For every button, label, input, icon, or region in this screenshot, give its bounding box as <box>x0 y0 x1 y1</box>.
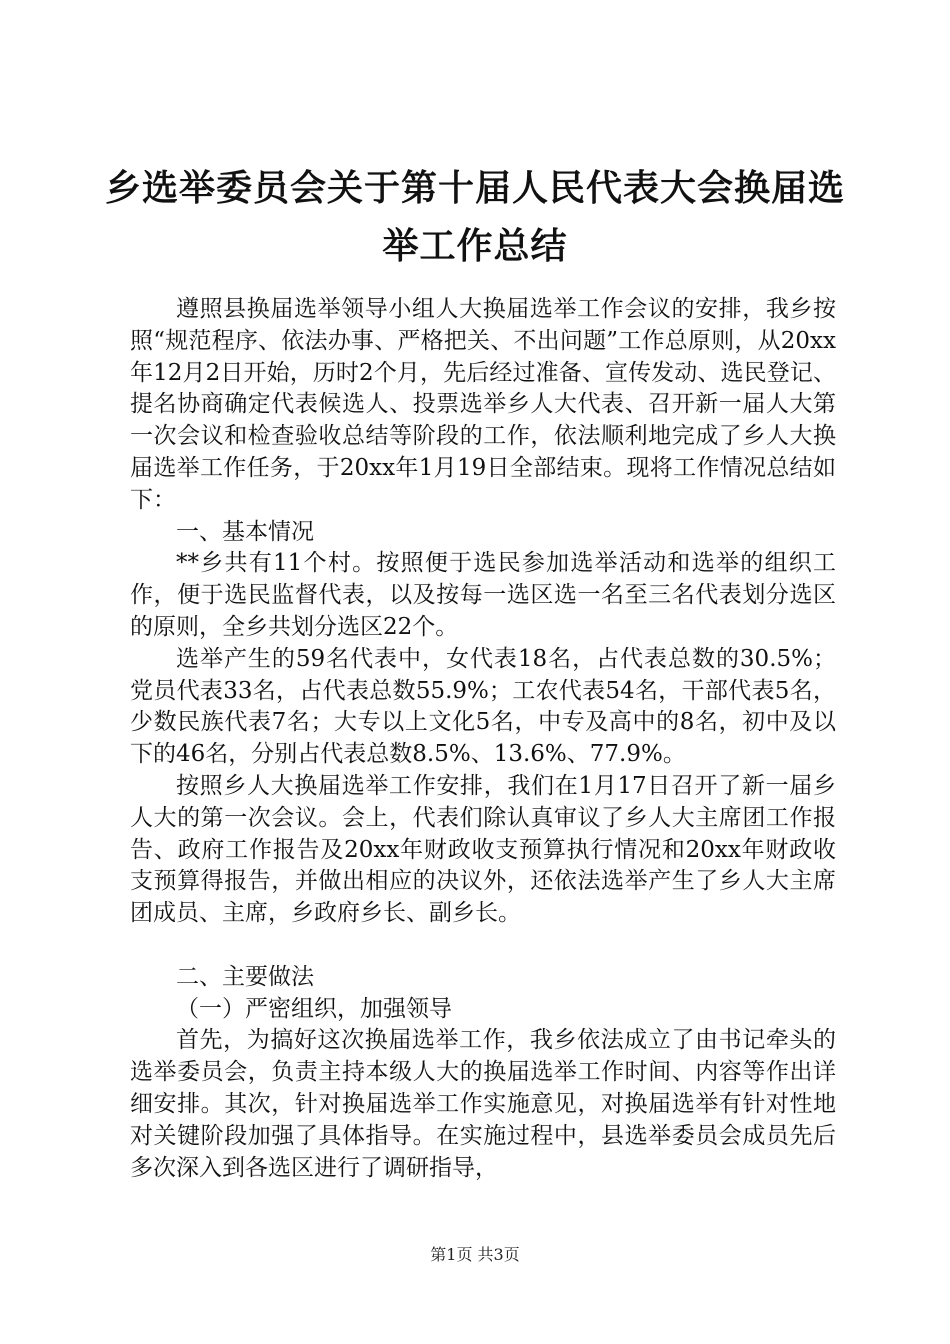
body-paragraph-organization: 首先，为搞好这次换届选举工作，我乡依法成立了由书记牵头的选举委员会，负责主持本级人大的换届选举工作时间、内容等作出详细安排。其次，针对换届选举工作实施意见，对换届选举有针对性地对关键阶段加强了具体指导。在实施过程中，县选举委员会成员先后多次深入到各选区进行了调研指导， <box>130 1027 836 1181</box>
document-title-line-1: 乡选举委员会关于第十届人民代表大会换届选 <box>104 167 845 209</box>
document-title-line-2: 举工作总结 <box>382 225 568 267</box>
document-body <box>130 294 836 1184</box>
section-heading-main-practices: 二、主要做法 <box>176 963 314 990</box>
subsection-heading-organization: （一）严密组织，加强领导 <box>176 995 452 1022</box>
body-paragraph-first-meeting: 按照乡人大换届选举工作安排，我们在1月17日召开了新一届乡人大的第一次会议。会上，代表们除认真审议了乡人大主席团工作报告、政府工作报告及20xx年财政收支预算执行情况和20xx年财政收支预算得报告，并做出相应的决议外，还依法选举产生了乡人大主席团成员、主席，乡政府乡长、副乡长。 <box>130 772 836 927</box>
intro-paragraph: 遵照县换届选举领导小组人大换届选举工作会议的安排，我乡按照“规范程序、依法办事、严格把关、不出问题”工作总原则，从20xx年12月2日开始，历时2个月，先后经过准备、宣传发动、选民登记、提名协商确定代表候选人、投票选举乡人大代表、召开新一届人大第一次会议和检查验收总结等阶段的工作，依法顺利地完成了乡人大换届选举工作任务，于20xx年1月19日全部结束。现将工作情况总结如下： <box>130 296 836 513</box>
page-footer: 第1页 共3页 <box>430 1245 520 1264</box>
body-paragraph-representatives: 选举产生的59名代表中，女代表18名，占代表总数的30.5%；党员代表33名，占代表总数55.9%；工农代表54名，干部代表5名，少数民族代表7名；大专以上文化5名，中专及高中的8名，初中及以下的46名，分别占代表总数8.5%、13.6%、77.9%。 <box>130 645 836 768</box>
body-paragraph-villages: **乡共有11个村。按照便于选民参加选举活动和选举的组织工作，便于选民监督代表，以及按每一选区选一名至三名代表划分选区的原则，全乡共划分选区22个。 <box>130 550 836 640</box>
section-heading-basic-situation: 一、基本情况 <box>176 518 314 545</box>
